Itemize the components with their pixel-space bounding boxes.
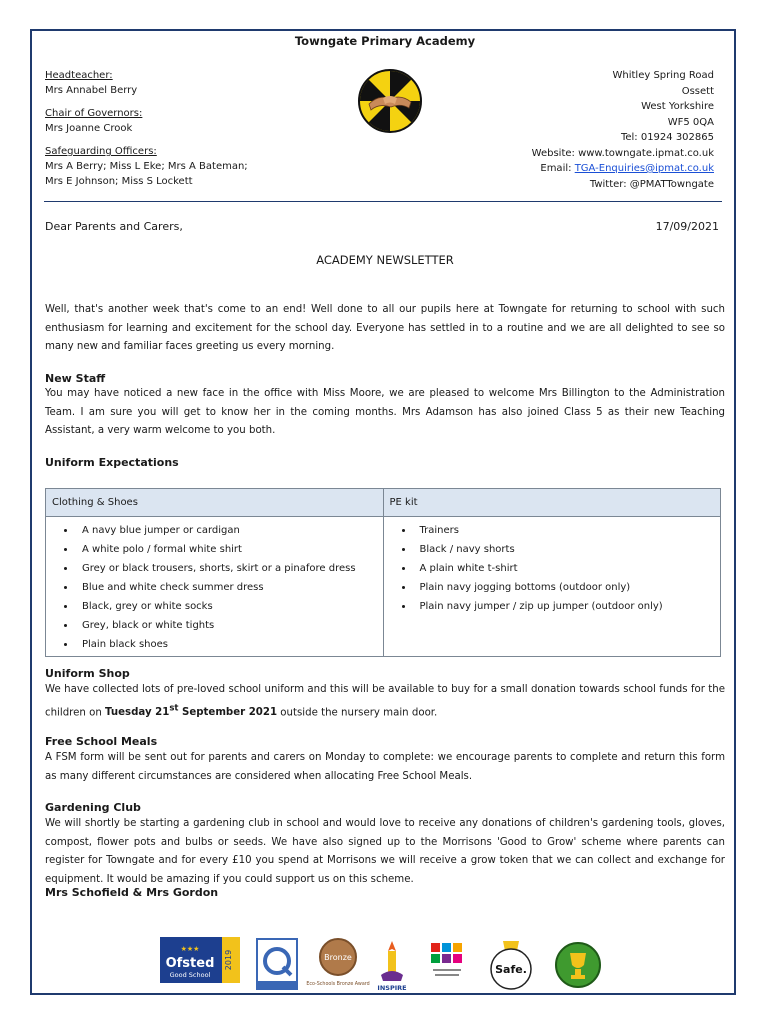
- pe-kit-list-cell: [383, 517, 721, 657]
- safeguarding-label: Safeguarding Officers:: [45, 146, 157, 157]
- list-item: • Blue and white check summer dress: [76, 578, 377, 597]
- list-item: • Black, grey or white socks: [76, 597, 377, 616]
- new-staff-heading: New Staff: [45, 372, 106, 385]
- school-logo: [357, 68, 423, 134]
- safeguarding-names-1: Mrs A Berry; Miss L Eke; Mrs A Bateman;: [45, 161, 248, 172]
- list-item: • Grey or black trousers, shorts, skirt or a pinafore dress: [76, 559, 377, 578]
- intro-paragraph: Well, that's another week that's come to an end! Well done to all our pupils here at Towngate for returning to school with such enthusiasm for learning and excitement for the school day. Everyone has settled in to a routine and we are all delighted to see so many new and familiar faces greeting us every morning.: [45, 304, 725, 352]
- sale-date: [105, 703, 278, 718]
- school-name: Towngate Primary Academy: [294, 34, 476, 48]
- address-line-4: WF5 0QA: [667, 116, 714, 128]
- uniform-shop-heading: Uniform Shop: [45, 667, 130, 680]
- telephone: Tel: 01924 302865: [620, 132, 714, 143]
- award-badges: [155, 937, 615, 993]
- fsm-paragraph: A FSM form will be sent out for parents and carers on Monday to complete: we encourage parents to complete and return this form as many different circumstances are considered when allocating Free School Meals.: [45, 752, 725, 782]
- inspire-label: INSPIRE: [377, 984, 407, 992]
- award-club-badge: [553, 937, 603, 993]
- website[interactable]: Website: www.towngate.ipmat.co.uk: [531, 147, 714, 159]
- ofsted-year: 2019: [224, 949, 233, 971]
- gardening-paragraph: We will shortly be starting a gardening club in school and would love to receive any donations of children's gardening tools, gloves, compost, flower pots and bulbs or seeds. We have also signed up to the Morrisons 'Good to Grow' scheme where parents can register for Towngate and for every £10 you spend at Morrisons we will receive a grow token that we can collect and exchange for equipment. It would be amazing if you could support us on this scheme.: [45, 818, 725, 885]
- ofsted-badge: [160, 937, 240, 983]
- ofsted-name: Ofsted: [165, 956, 215, 971]
- uniform-table: [45, 488, 721, 657]
- email-row: [532, 161, 714, 177]
- school-contact: [532, 68, 714, 192]
- list-item: • Plain navy jogging bottoms (outdoor only): [414, 578, 715, 597]
- sale-date-day: Tuesday 21: [105, 706, 170, 718]
- bronze-word: Bronze: [324, 953, 352, 962]
- list-item: • Black / navy shorts: [414, 540, 715, 559]
- pe-kit-header: PE kit: [383, 489, 721, 517]
- inspire-badge: [375, 937, 409, 993]
- newsletter-title: ACADEMY NEWSLETTER: [316, 253, 454, 267]
- uniform-heading: Uniform Expectations: [45, 456, 179, 469]
- clothing-list-cell: [46, 517, 384, 657]
- address-line-3: West Yorkshire: [641, 101, 714, 112]
- list-item: • Grey, black or white tights: [76, 616, 377, 635]
- address-line-1: Whitley Spring Road: [612, 70, 714, 81]
- sale-date-month: September 2021: [178, 706, 278, 718]
- list-item: • Plain navy jumper / zip up jumper (outdoor only): [414, 597, 715, 616]
- twitter: Twitter: @PMATTowngate: [589, 178, 714, 190]
- staff-contacts: [45, 68, 248, 189]
- safe-badge: [485, 937, 537, 993]
- list-item: • A navy blue jumper or cardigan: [76, 521, 377, 540]
- header-divider: [44, 201, 722, 202]
- uniform-shop-paragraph: [45, 681, 725, 722]
- ofsted-rating: Good School: [169, 971, 211, 979]
- uniform-shop-text: We have collected lots of pre-loved school uniform and this will be available to buy for a small donation towards school funds for the children on: [45, 684, 725, 718]
- list-item: • Plain black shoes: [76, 635, 377, 654]
- bronze-caption: Eco-Schools Bronze Award: [306, 982, 370, 987]
- safeguarding-names-2: Mrs E Johnson; Miss S Lockett: [45, 176, 193, 187]
- email-label: Email:: [540, 163, 572, 174]
- svg-text:★★★: ★★★: [180, 945, 200, 953]
- headteacher-label: Headteacher:: [45, 70, 113, 81]
- fsm-heading: Free School Meals: [45, 735, 158, 748]
- quality-mark-badge: [255, 937, 299, 991]
- chair-name: Mrs Joanne Crook: [45, 123, 133, 134]
- salutation: Dear Parents and Carers,: [45, 220, 183, 233]
- safe-label: Safe.: [495, 963, 527, 976]
- gardening-heading: Gardening Club: [45, 801, 141, 814]
- new-staff-paragraph: You may have noticed a new face in the office with Miss Moore, we are pleased to welcome Mrs Billington to the Administration Team. I am sure you will get to know her in the coming months. Mrs Adamson has also joined Class 5 as their new Teaching Assistant, a very warm welcome to you both.: [45, 388, 725, 436]
- get-set-badge: [427, 937, 467, 987]
- chair-label: Chair of Governors:: [45, 108, 143, 119]
- sale-date-suffix: st: [169, 703, 179, 714]
- letter-date: 17/09/2021: [655, 220, 719, 233]
- email-link[interactable]: TGA-Enquiries@ipmat.co.uk: [574, 163, 714, 174]
- list-item: • A plain white t-shirt: [414, 559, 715, 578]
- list-item: • A white polo / formal white shirt: [76, 540, 377, 559]
- address-line-2: Ossett: [681, 85, 714, 97]
- headteacher-name: Mrs Annabel Berry: [45, 85, 138, 96]
- uniform-shop-location: outside the nursery main door.: [277, 706, 438, 718]
- list-item: • Trainers: [414, 521, 715, 540]
- eco-schools-bronze-badge: [306, 937, 370, 993]
- clothing-header: Clothing & Shoes: [46, 489, 384, 517]
- signoff: Mrs Schofield & Mrs Gordon: [45, 886, 219, 899]
